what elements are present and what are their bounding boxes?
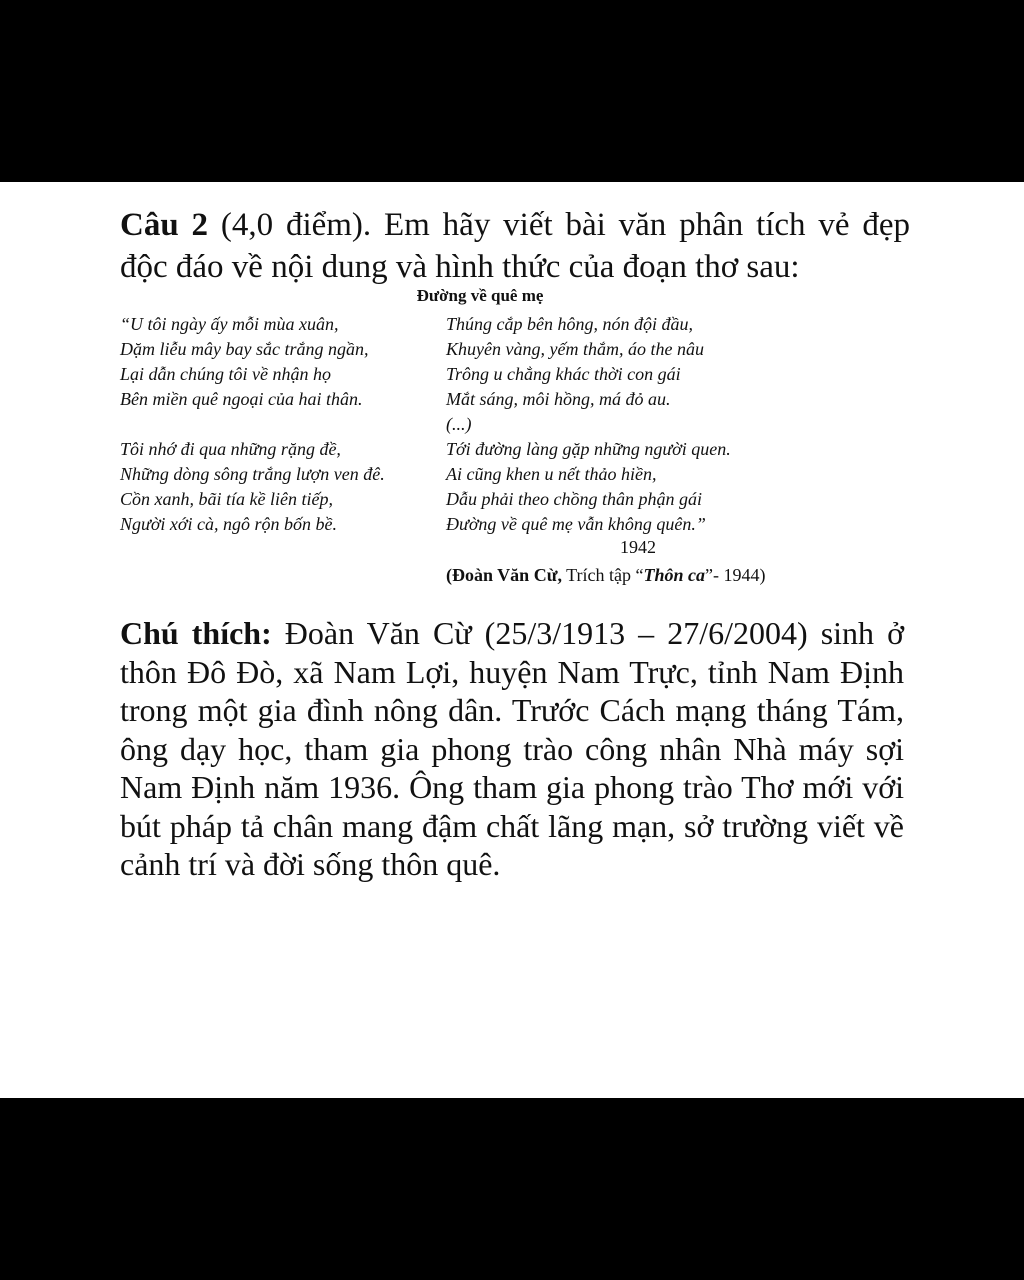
poem-title: Đường về quê mẹ [416, 286, 544, 305]
stanza-gap [120, 412, 450, 437]
question-points: (4,0 điểm). [220, 207, 372, 243]
poem-line: “U tôi ngày ấy mỗi mùa xuân, [120, 314, 339, 334]
source-author: (Đoàn Văn Cừ, [446, 565, 562, 585]
poem-ellipsis: (...) [446, 414, 472, 434]
question-prompt: Em hãy viết bài văn phân tích vẻ đẹp độc đáo về nội dung và hình thức của đoạn thơ sau: [120, 207, 911, 285]
poem-left-column [120, 312, 450, 537]
poem-source [446, 563, 844, 587]
poem-line: Thúng cắp bên hông, nón đội đầu, [446, 314, 693, 334]
annotation-label: Chú thích: [120, 615, 272, 651]
poem-line: Ai cũng khen u nết thảo hiền, [446, 464, 657, 484]
annotation-paragraph [120, 614, 904, 884]
poem-line: Tôi nhớ đi qua những rặng đề, [120, 439, 341, 459]
poem-line: Dặm liễu mây bay sắc trắng ngần, [120, 339, 369, 359]
source-mid: Trích tập “ [562, 565, 644, 585]
question-heading [120, 204, 910, 288]
poem-line: Tới đường làng gặp những người quen. [446, 439, 731, 459]
poem-line: Dẫu phải theo chồng thân phận gái [446, 489, 702, 509]
question-label: Câu 2 [120, 207, 209, 243]
source-end: ”- 1944) [705, 565, 766, 585]
poem-line: Đường về quê mẹ vẫn không quên.” [446, 514, 706, 534]
poem-year: 1942 [620, 537, 656, 557]
source-book: Thôn ca [643, 565, 706, 585]
poem-line: Mắt sáng, môi hồng, má đỏ au. [446, 389, 671, 409]
poem-line: Cồn xanh, bãi tía kề liên tiếp, [120, 489, 333, 509]
poem-line: Lại dẫn chúng tôi về nhận họ [120, 364, 331, 384]
poem-line: Khuyên vàng, yếm thắm, áo the nâu [446, 339, 704, 359]
poem-right-column [446, 312, 866, 537]
annotation-text: Đoàn Văn Cừ (25/3/1913 – 27/6/2004) sinh ở thôn Đô Đò, xã Nam Lợi, huyện Nam Trực, tỉnh Nam Định trong một gia đình nông dân. Trước Cách mạng tháng Tám, ông dạy học, tham gia phong trào công nhân Nhà máy sợi Nam Định năm 1936. Ông tham gia phong trào Thơ mới với bút pháp tả chân mang đậm chất lãng mạn, sở trường viết về cảnh trí và đời sống thôn quê. [120, 615, 904, 882]
poem-line: Trông u chẳng khác thời con gái [446, 364, 681, 384]
poem-line: Những dòng sông trắng lượn ven đê. [120, 464, 385, 484]
poem-line: Người xới cà, ngô rộn bốn bề. [120, 514, 338, 534]
poem-line: Bên miền quê ngoại của hai thân. [120, 389, 363, 409]
document-page [0, 182, 1024, 1098]
